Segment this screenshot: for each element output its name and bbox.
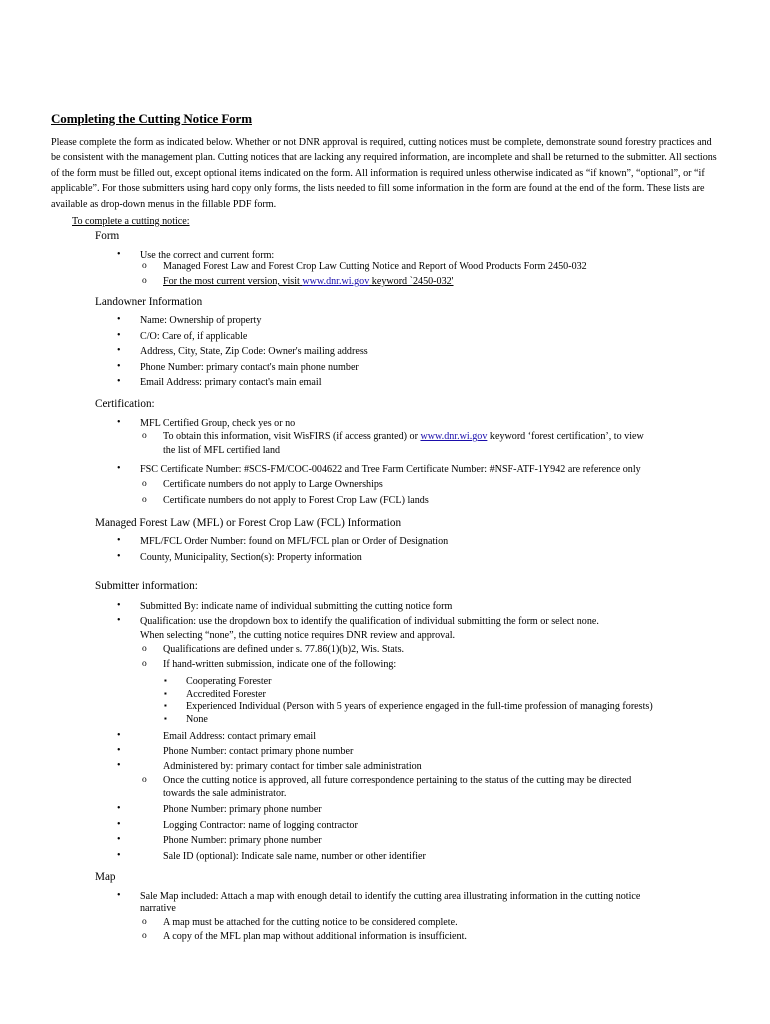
section-submitter-heading: Submitter information: [95,580,198,592]
bullet-marker: • [117,535,121,546]
submitter-item-submitted-by: Submitted By: indicate name of individual submitting the cutting notice form [140,601,453,612]
submitter-subitem-correspondence: Once the cutting notice is approved, all future correspondence pertaining to the status of the cutting may be directed [163,775,632,786]
bullet-marker: • [117,760,121,771]
landowner-item: C/O: Care of, if applicable [140,331,248,342]
form-subitem-current-version [163,276,454,287]
landowner-item: Name: Ownership of property [140,315,262,326]
bullet-marker: • [117,850,121,861]
bullet-marker: • [117,345,121,356]
submitter-item-logging-phone: Phone Number: primary phone number [163,835,322,846]
page-title: Completing the Cutting Notice Form [51,111,252,126]
sub-marker: o [142,479,147,489]
certification-subitem-large-ownerships: Certificate numbers do not apply to Large Ownerships [163,479,383,490]
form-subitem-form-name: Managed Forest Law and Forest Crop Law Cutting Notice and Report of Wood Products Form 2450-032 [163,261,587,272]
submitter-subitem-qualifications-defined: Qualifications are defined under s. 77.86(1)(b)2, Wis. Stats. [163,644,405,655]
submitter-item-sale-id: Sale ID (optional): Indicate sale name, number or other identifier [163,851,426,862]
bullet-marker: • [117,600,121,611]
bullet-marker: • [117,615,121,626]
certification-item-fsc: FSC Certificate Number: #SCS-FM/COC-004622 and Tree Farm Certificate Number: #NSF-ATF-1Y942 are reference only [140,464,641,475]
to-complete-heading: To complete a cutting notice: [72,216,190,227]
dnr-website-link[interactable]: www.dnr.wi.gov [302,276,370,287]
dnr-website-link[interactable]: www.dnr.wi.gov [420,431,488,442]
qualification-option: None [186,714,208,725]
wisfirs-text: To obtain this information, visit WisFIRS (if access granted) or [163,431,421,442]
current-version-keyword: keyword `2450-032' [369,276,454,287]
section-form-heading: Form [95,230,120,242]
submitter-item-administered-by: Administered by: primary contact for timber sale administration [163,761,422,772]
map-subitem-required: A map must be attached for the cutting notice to be considered complete. [163,917,458,928]
submitter-item-phone-primary: Phone Number: primary phone number [163,804,322,815]
certification-item-mfl-group: MFL Certified Group, check yes or no [140,418,296,429]
submitter-item-qualification-line2: When selecting “none”, the cutting notice requires DNR review and approval. [140,630,456,641]
bullet-marker: • [117,551,121,562]
wisfirs-keyword: keyword ‘forest certification’, to view [487,431,644,442]
landowner-item: Address, City, State, Zip Code: Owner's mailing address [140,346,368,357]
section-landowner-heading: Landowner Information [95,296,203,308]
bullet-marker: • [117,890,121,901]
sub-marker: o [142,931,147,941]
square-marker: ▪ [164,701,167,710]
submitter-item-qualification: Qualification: use the dropdown box to identify the qualification of individual submitting the form or select none. [140,616,599,627]
bullet-marker: • [117,376,121,387]
bullet-marker: • [117,834,121,845]
sub-marker: o [142,276,147,286]
sub-marker: o [142,495,147,505]
qualification-option: Accredited Forester [186,689,266,700]
map-item-sale-map-line2: narrative [140,903,176,914]
bullet-marker: • [117,417,121,428]
bullet-marker: • [117,330,121,341]
submitter-item-logging-contractor: Logging Contractor: name of logging contractor [163,820,358,831]
bullet-marker: • [117,803,121,814]
certification-subitem-wisfirs-line2: the list of MFL certified land [163,445,281,456]
sub-marker: o [142,775,147,785]
map-subitem-insufficient: A copy of the MFL plan map without additional information is insufficient. [163,931,467,942]
landowner-item: Email Address: primary contact's main email [140,377,322,388]
current-version-text: For the most current version, visit [163,276,303,287]
map-item-sale-map: Sale Map included: Attach a map with enough detail to identify the cutting area illustrating information in the cutting notice [140,891,641,902]
mfl-item: County, Municipality, Section(s): Property information [140,552,362,563]
submitter-item-email: Email Address: contact primary email [163,731,317,742]
submitter-subitem-hand-written: If hand-written submission, indicate one of the following: [163,659,397,670]
bullet-marker: • [117,314,121,325]
sub-marker: o [142,917,147,927]
section-mfl-heading: Managed Forest Law (MFL) or Forest Crop Law (FCL) Information [95,517,402,529]
bullet-marker: • [117,730,121,741]
square-marker: ▪ [164,689,167,698]
submitter-subitem-correspondence-line2: towards the sale administrator. [163,788,287,799]
sub-marker: o [142,659,147,669]
certification-subitem-fcl: Certificate numbers do not apply to Forest Crop Law (FCL) lands [163,495,429,506]
sub-marker: o [142,431,147,441]
bullet-marker: • [117,361,121,372]
bullet-marker: • [117,463,121,474]
qualification-option: Cooperating Forester [186,676,272,687]
certification-subitem-wisfirs [163,431,644,442]
form-item-current-form: Use the correct and current form: [140,250,275,261]
section-map-heading: Map [95,871,116,883]
square-marker: ▪ [164,676,167,685]
square-marker: ▪ [164,714,167,723]
qualification-option: Experienced Individual (Person with 5 years of experience engaged in the full-time profession of managing forests) [186,701,653,712]
sub-marker: o [142,261,147,271]
sub-marker: o [142,644,147,654]
submitter-item-phone: Phone Number: contact primary phone number [163,746,354,757]
bullet-marker: • [117,819,121,830]
landowner-item: Phone Number: primary contact's main phone number [140,362,359,373]
bullet-marker: • [117,745,121,756]
bullet-marker: • [117,249,121,260]
intro-paragraph: Please complete the form as indicated below. Whether or not DNR approval is required, cutting notices must be complete, demonstrate sound forestry practices and be consistent with the management plan. Cutting notices that are lacking any required information, are incomplete and shall be returned to the submitter. All sections of the form must be filled out, except optional items indicated on the form. All information is required unless otherwise indicated as “if known”, “optional”, or “if applicable”. For those submitters using hard copy only forms, the lists needed to fill some information in the form are found at the end of the form. These lists are available as drop-down menus in the fillable PDF form. [51,137,717,210]
mfl-item: MFL/FCL Order Number: found on MFL/FCL plan or Order of Designation [140,536,449,547]
section-certification-heading: Certification: [95,398,155,410]
